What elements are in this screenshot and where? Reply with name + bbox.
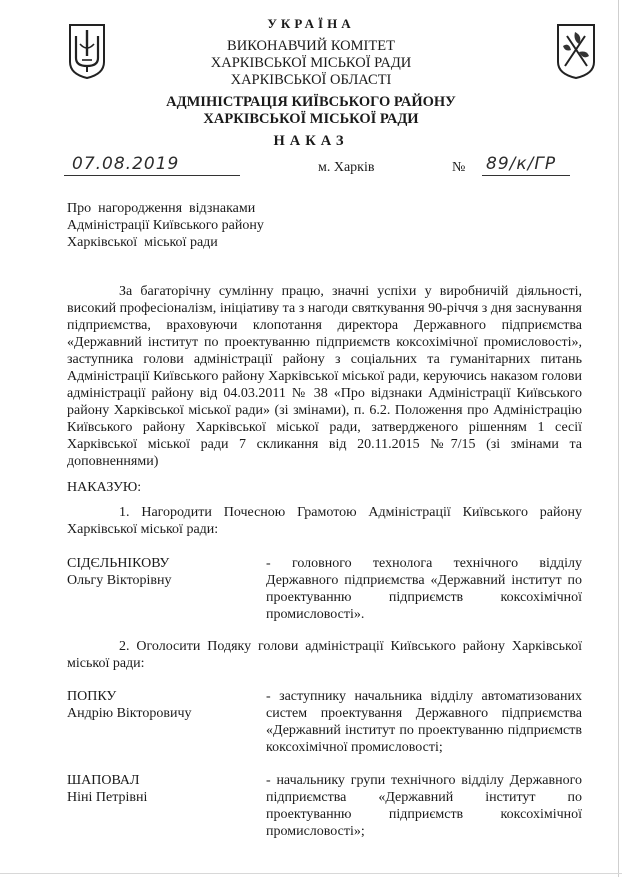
document-type: НАКАЗ (273, 133, 349, 149)
order-item-2: 2. Оголосити Подяку голови адміністрації Київського району Харківської міської ради: (67, 639, 582, 671)
person-given-name: Ольгу Вікторівну (67, 573, 172, 588)
person-surname: СІДЄЛЬНІКОВУ (67, 556, 170, 571)
date-field (64, 150, 240, 180)
city: м. Харків (318, 160, 375, 175)
person-3 (67, 772, 147, 806)
person-given-name: Ніні Петрівні (67, 790, 148, 805)
order-item-1: 1. Нагородити Почесною Грамотою Адміністрації Київського району Харківської міської ради: (67, 505, 582, 537)
subject: Про нагородження відзнаками Адміністрації Київського району Харківської міської ради (67, 201, 264, 250)
date-underline (64, 175, 240, 176)
header-committee-line-1: ВИКОНАВЧИЙ КОМІТЕТ (227, 38, 395, 54)
person-1 (67, 555, 172, 589)
person-3-description: - начальнику групи технічного відділу Державного підприємства «Державний інститут по проектуванню підприємств коксохімічної промисловості»; (266, 773, 582, 839)
person-2 (67, 688, 192, 722)
person-surname: ПОПКУ (67, 689, 117, 704)
number-field (452, 150, 570, 180)
page-edge-right (618, 0, 619, 877)
person-1-description: - головного технолога технічного відділу Державного підприємства «Державний інститут по проектуванню підприємств коксохімічної промисловості». (266, 556, 582, 622)
header-admin-line-1: АДМІНІСТРАЦІЯ КИЇВСЬКОГО РАЙОНУ (166, 94, 456, 110)
page-edge-bottom (0, 873, 622, 874)
order-word: НАКАЗУЮ: (67, 480, 142, 495)
number-underline (482, 175, 570, 176)
number-sign: № (452, 160, 466, 175)
person-surname: ШАПОВАЛ (67, 773, 140, 788)
date-handwritten: 07.08.2019 (72, 154, 180, 174)
number-handwritten: 89/к/ГР (486, 154, 557, 174)
preamble: За багаторічну сумлінну працю, значні успіхи у виробничій діяльності, високий професіоналізм, ініціативу та з нагоди святкування 90-річчя з дня заснування підприємства, враховуючи клопотання директора Державного підприємства «Державний інститут по проектуванню підприємств коксохімічної промисловості», заступника голови адміністрації району з соціальних та гуманітарних питань Адміністрації Київського району Харківської міської ради, керуючись наказом голови адміністрації району від 04.03.2011 № 38 «Про відзнаки Адміністрації Київського району Харківської міської ради» (зі змінами), п. 6.2. Положення про Адміністрацію Київського району Харківської міської ради, затвердженого рішенням 1 сесії Харківської міської ради 7 скликання від 20.11.2015 №7/15 (зі змінами та доповненнями) (67, 284, 582, 469)
person-given-name: Андрію Вікторовичу (67, 706, 192, 721)
person-2-description: - заступнику начальника відділу автоматизованих систем проектування Державного підприємства «Державний інститут по проектуванню підприємств коксохімічної промисловості; (266, 689, 582, 755)
header-committee-line-2: ХАРКІВСЬКОЇ МІСЬКОЇ РАДИ (210, 55, 412, 71)
header-admin-line-2: ХАРКІВСЬКОЇ МІСЬКОЇ РАДИ (203, 111, 419, 127)
header-country: УКРАЇНА (267, 16, 355, 31)
header-committee-line-3: ХАРКІВСЬКОЇ ОБЛАСТІ (230, 72, 392, 88)
